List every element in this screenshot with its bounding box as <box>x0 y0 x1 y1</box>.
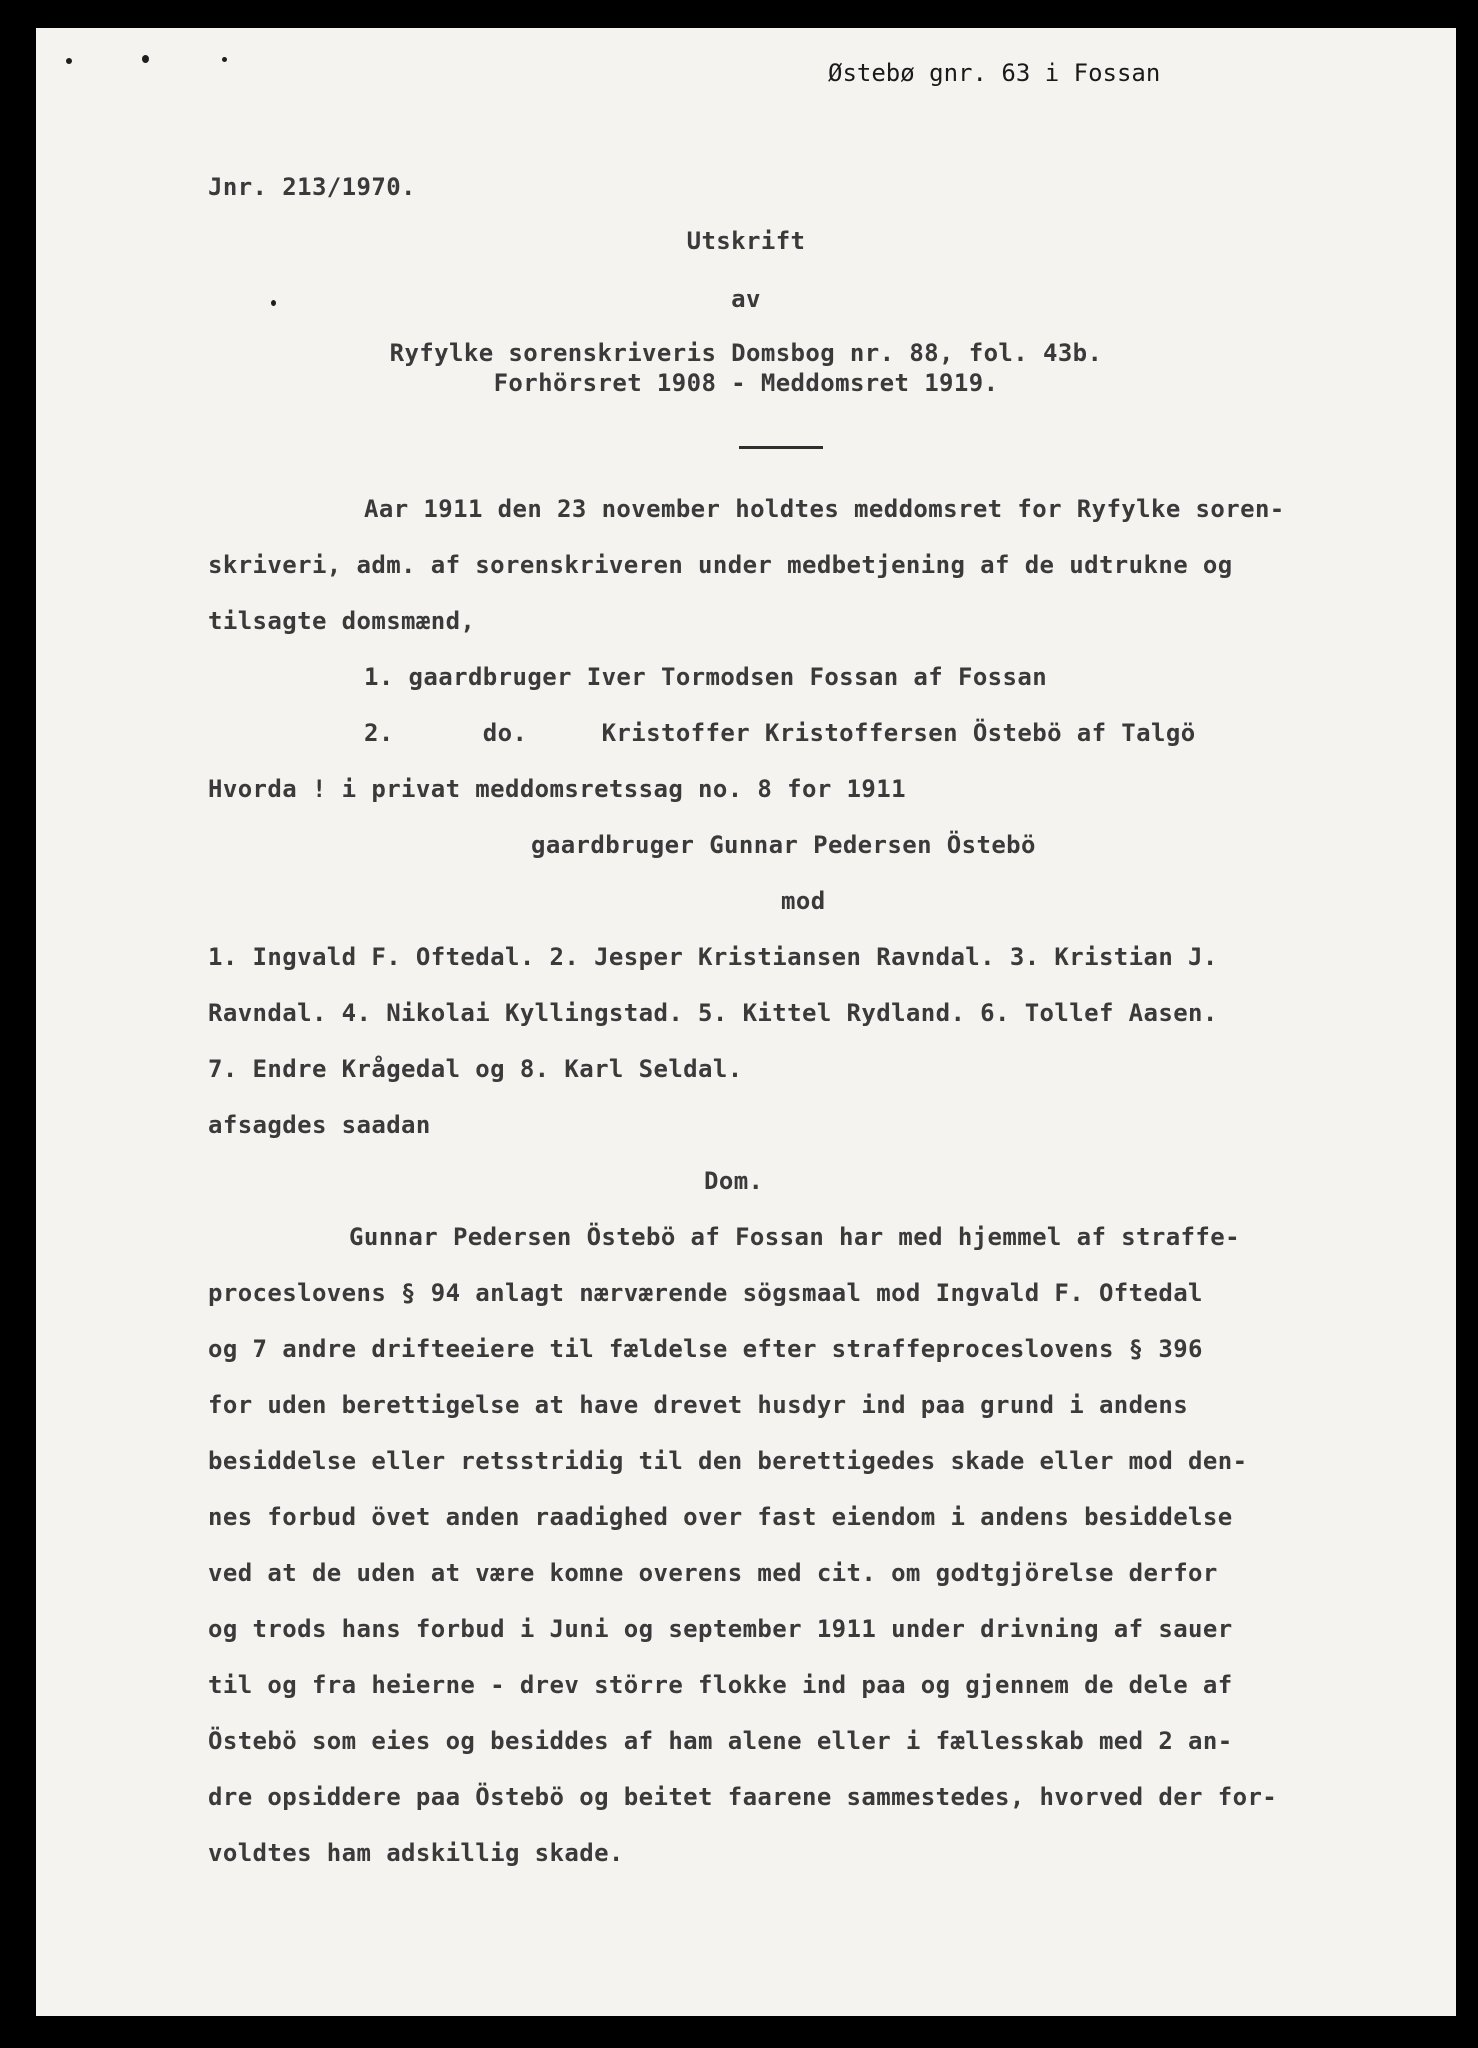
scan-speck <box>142 55 149 63</box>
section-divider <box>739 446 823 449</box>
journal-number: Jnr. 213/1970. <box>208 173 416 201</box>
body-line: nes forbud övet anden raadighed over fast eiendom i andens besiddelse <box>208 1503 1233 1531</box>
body-line: 1. gaardbruger Iver Tormodsen Fossan af Fossan <box>364 663 1048 691</box>
body-line: Dom. <box>704 1167 764 1195</box>
body-line: tilsagte domsmænd, <box>208 607 476 635</box>
document-title: Østebø gnr. 63 i Fossan <box>828 59 1161 87</box>
document-page <box>36 28 1456 2016</box>
body-line: Östebö som eies og besiddes af ham alene eller i fællesskab med 2 an- <box>208 1727 1233 1755</box>
body-line: Aar 1911 den 23 november holdtes meddomsret for Ryfylke soren- <box>364 495 1285 523</box>
body-line: mod <box>781 887 826 915</box>
body-line: Ravndal. 4. Nikolai Kyllingstad. 5. Kittel Rydland. 6. Tollef Aasen. <box>208 999 1218 1027</box>
body-line: ved at de uden at være komne overens med cit. om godtgjörelse derfor <box>208 1559 1218 1587</box>
body-line: voldtes ham adskillig skade. <box>208 1839 624 1867</box>
body-line: for uden berettigelse at have drevet husdyr ind paa grund i andens <box>208 1391 1189 1419</box>
body-line: Gunnar Pedersen Östebö af Fossan har med hjemmel af straffe- <box>349 1223 1240 1251</box>
body-line: Hvorda ! i privat meddomsretssag no. 8 for 1911 <box>208 775 906 803</box>
body-line: proceslovens § 94 anlagt nærværende sögsmaal mod Ingvald F. Oftedal <box>208 1279 1203 1307</box>
body-line: gaardbruger Gunnar Pedersen Östebö <box>531 831 1036 859</box>
body-line: og trods hans forbud i Juni og september 1911 under drivning af sauer <box>208 1615 1233 1643</box>
body-line: 1. Ingvald F. Oftedal. 2. Jesper Kristiansen Ravndal. 3. Kristian J. <box>208 943 1218 971</box>
body-line: afsagdes saadan <box>208 1111 431 1139</box>
scan-speck <box>66 58 72 64</box>
body-line: 2. do. Kristoffer Kristoffersen Östebö af Talgö <box>364 719 1196 747</box>
body-line: skriveri, adm. af sorenskriveren under medbetjening af de udtrukne og <box>208 551 1233 579</box>
heading-utskrift: Utskrift <box>686 227 806 255</box>
body-line: 7. Endre Krågedal og 8. Karl Seldal. <box>208 1055 743 1083</box>
source-court: Forhörsret 1908 - Meddomsret 1919. <box>493 369 999 397</box>
scan-speck <box>222 57 227 62</box>
body-line: og 7 andre drifteeiere til fældelse efter straffeproceslovens § 396 <box>208 1335 1203 1363</box>
heading-av: av <box>731 285 761 313</box>
source-reference: Ryfylke sorenskriveris Domsbog nr. 88, fol. 43b. <box>389 339 1103 367</box>
body-line: dre opsiddere paa Östebö og beitet faarene sammestedes, hvorved der for- <box>208 1783 1278 1811</box>
body-line: til og fra heierne - drev större flokke ind paa og gjennem de dele af <box>208 1671 1233 1699</box>
body-line: besiddelse eller retsstridig til den berettigedes skade eller mod den- <box>208 1447 1248 1475</box>
